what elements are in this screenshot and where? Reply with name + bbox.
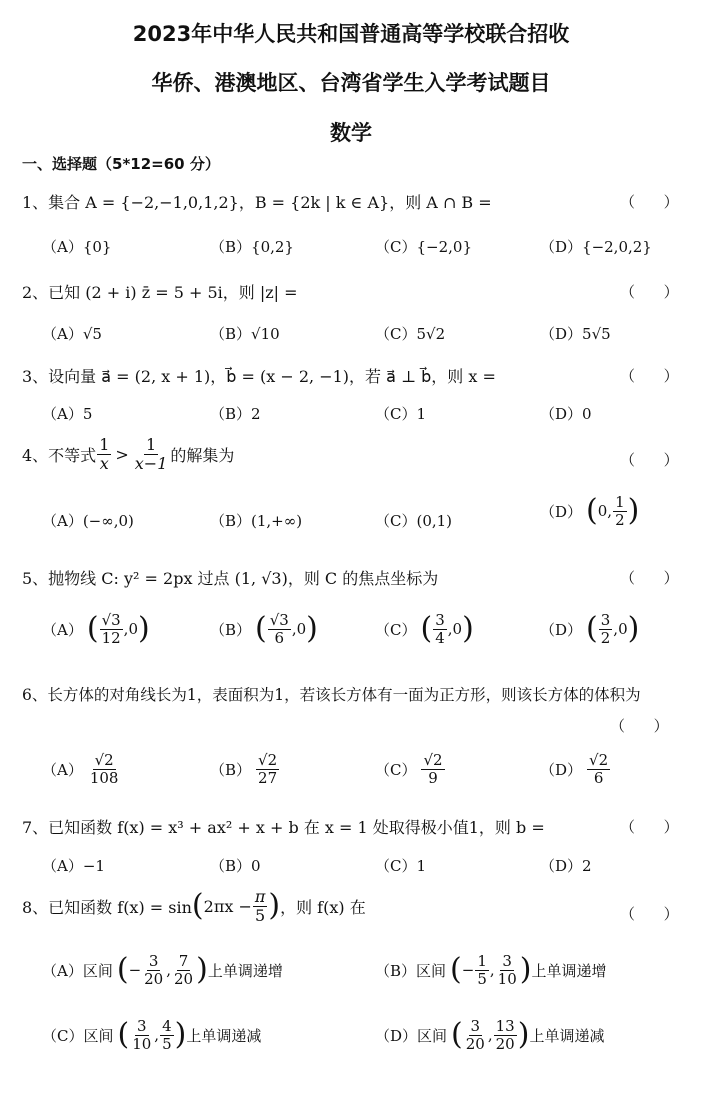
q6-d-num: √2 <box>589 751 609 769</box>
q3-option-d: （D）0 <box>540 405 592 423</box>
q8-a-frac2 <box>172 953 195 987</box>
q6-a-fraction <box>88 752 121 786</box>
q3-option-c: （C）1 <box>375 405 427 423</box>
question-1: 1、集合 A = {−2,−1,0,1,2}，B = {2k | k ∈ A}，则 A ∩ B = <box>22 193 492 212</box>
q4-f2-den: x−1 <box>134 453 168 473</box>
q8-suffix: ，则 f(x) 在 <box>280 897 366 917</box>
q8-c2-den: 5 <box>162 1034 172 1053</box>
q3-option-a: （A）5 <box>42 405 93 423</box>
q5-a-fraction <box>100 612 123 646</box>
question-2: 2、已知 (2 + i) z̄ = 5 + 5i，则 |z| = <box>22 283 298 302</box>
q2-option-d: （D）5√5 <box>540 325 611 343</box>
q6-c-den: 9 <box>428 768 438 787</box>
q5-c-num: 3 <box>435 611 445 629</box>
q6-option-c <box>375 752 446 786</box>
q8-pi-den: 5 <box>255 905 266 925</box>
answer-paren-5: （ ） <box>620 569 679 587</box>
q6-a-den: 108 <box>89 768 119 787</box>
q5-c-suffix: ,0 <box>447 620 463 638</box>
answer-paren-6: （ ） <box>610 717 669 735</box>
q5-c-label: （C） <box>375 620 417 639</box>
q5-b-label: （B） <box>210 620 252 639</box>
question-5: 5、抛物线 C: y² = 2px 过点 (1, √3)，则 C 的焦点坐标为 <box>22 569 439 588</box>
question-4 <box>22 436 234 472</box>
q6-c-label: （C） <box>375 760 417 779</box>
q4-f2-num: 1 <box>145 435 157 454</box>
q6-b-fraction <box>256 752 279 786</box>
q4-d-label: （D） <box>540 502 583 521</box>
q8-a-frac1 <box>142 953 165 987</box>
q8-a-sign: − <box>128 961 142 979</box>
q6-c-fraction <box>421 752 444 786</box>
q2-option-b: （B）√10 <box>210 325 280 343</box>
section-heading: 一、选择题（5*12=60 分） <box>22 155 220 173</box>
answer-paren-7: （ ） <box>620 818 679 836</box>
q8-d1-den: 20 <box>465 1034 485 1053</box>
answer-paren-1: （ ） <box>620 193 679 211</box>
q8-c-label: （C）区间 <box>42 1026 114 1045</box>
q8-d1-num: 3 <box>470 1017 481 1035</box>
q5-d-den: 2 <box>600 628 611 647</box>
q8-d-frac2 <box>494 1018 517 1052</box>
q8-d2-den: 20 <box>495 1034 515 1053</box>
q8-pi-fraction <box>253 888 268 924</box>
q4-option-a: （A）(−∞,0) <box>42 512 134 530</box>
q4-d-pre: 0, <box>597 502 613 520</box>
q5-d-suffix: ,0 <box>613 620 628 638</box>
answer-paren-2: （ ） <box>620 283 679 301</box>
q6-c-num: √2 <box>423 751 443 769</box>
q4-d-den: 2 <box>615 510 625 529</box>
q8-b-text: 上单调递增 <box>531 961 607 980</box>
q5-option-d: （D） ( $\frac{3}{2}$ ,0 ) <box>540 611 640 647</box>
q8-a1-num: 3 <box>148 952 159 970</box>
q8-c1-num: 3 <box>136 1017 147 1035</box>
q4-fraction-2 <box>133 436 170 472</box>
q8-b-frac2 <box>496 953 519 987</box>
q6-d-den: 6 <box>593 768 604 787</box>
q8-option-b: （B）区间 ( − $\frac{1}{5}$ , $\frac{3}{10}$ ) 上单调递增 <box>375 952 607 988</box>
q8-d2-num: 13 <box>495 1017 515 1035</box>
q4-f1-den: x <box>99 453 109 473</box>
q5-b-suffix: ,0 <box>291 620 307 638</box>
q4-prefix: 4、不等式 <box>22 445 97 465</box>
q5-d-fraction <box>599 612 613 646</box>
q5-b-num: √3 <box>269 611 289 629</box>
q8-a-text: 上单调递增 <box>207 961 283 980</box>
q4-option-b: （B）(1,+∞) <box>210 512 303 530</box>
q6-option-b <box>210 752 280 786</box>
q1-option-d: （D）{−2,0,2} <box>540 238 652 256</box>
q8-d-frac1 <box>464 1018 487 1052</box>
q6-a-num: √2 <box>94 751 114 769</box>
q7-option-d: （D）2 <box>540 857 592 875</box>
q2-option-c: （C）5√2 <box>375 325 446 343</box>
q8-option-c: （C）区间 ( $\frac{3}{10}$ , $\frac{4}{5}$ ) 上单调递减 <box>42 1017 262 1053</box>
exam-title-line1: 2023年中华人民共和国普通高等学校联合招收 <box>132 22 570 46</box>
q5-d-num: 3 <box>600 611 611 629</box>
q5-a-num: √3 <box>101 611 121 629</box>
q5-option-c: （C） ( $\frac{3}{4}$ ,0 ) <box>375 611 474 647</box>
q8-a2-num: 7 <box>178 952 189 970</box>
answer-paren-8: （ ） <box>620 905 679 923</box>
q8-c-frac2 <box>160 1018 174 1052</box>
q7-option-b: （B）0 <box>210 857 261 875</box>
q4-fraction-1 <box>97 436 111 472</box>
q5-b-den: 6 <box>274 628 285 647</box>
q8-b-sign: − <box>461 961 475 979</box>
q4-gt: > <box>115 444 129 464</box>
q4-suffix: 的解集为 <box>170 445 235 465</box>
q6-b-den: 27 <box>258 768 278 787</box>
exam-title-line2: 华侨、港澳地区、台湾省学生入学考试题目 <box>151 71 551 95</box>
question-8: 8、已知函数 f(x) = sin ( 2πx − $\frac{\pi}{5}$ ) ，则 f(x) 在 <box>22 887 366 925</box>
answer-paren-4: （ ） <box>620 451 679 469</box>
q8-b1-den: 5 <box>477 969 487 988</box>
subject-title: 数学 <box>330 121 372 145</box>
q8-inner: 2πx − <box>203 896 252 916</box>
q4-f1-num: 1 <box>99 435 110 454</box>
q8-c1-den: 10 <box>132 1034 152 1053</box>
q4-option-c: （C）(0,1) <box>375 512 453 530</box>
q1-option-c: （C）{−2,0} <box>375 238 472 256</box>
q8-c-text: 上单调递减 <box>186 1026 262 1045</box>
q1-option-a: （A）{0} <box>42 238 112 256</box>
answer-paren-3: （ ） <box>620 367 679 385</box>
q3-option-b: （B）2 <box>210 405 261 423</box>
question-7: 7、已知函数 f(x) = x³ + ax² + x + b 在 x = 1 处取得极小值1，则 b = <box>22 818 545 837</box>
q8-d-label: （D）区间 <box>375 1026 448 1045</box>
q5-a-suffix: ,0 <box>123 620 138 638</box>
q8-b2-den: 10 <box>497 969 517 988</box>
q8-b1-num: 1 <box>477 952 487 970</box>
q2-option-a: （A）√5 <box>42 325 102 343</box>
q6-b-label: （B） <box>210 760 252 779</box>
q6-option-a <box>42 752 121 786</box>
q6-d-fraction <box>587 752 610 786</box>
q5-option-b: （B） ( $\frac{√3}{6}$ ,0 ) <box>210 611 318 647</box>
q5-d-label: （D） <box>540 620 583 639</box>
q8-option-a: （A）区间 ( − $\frac{3}{20}$ , $\frac{7}{20}$ ) 上单调递增 <box>42 952 283 988</box>
q8-b2-num: 3 <box>502 952 512 970</box>
q1-option-b: （B）{0,2} <box>210 238 294 256</box>
q7-option-a: （A）−1 <box>42 857 105 875</box>
q6-d-label: （D） <box>540 760 583 779</box>
q5-b-fraction <box>268 612 291 646</box>
q8-pi-num: π <box>254 887 266 906</box>
q4-d-num: 1 <box>615 493 625 511</box>
question-6: 6、长方体的对角线长为1，表面积为1，若该长方体有一面为正方形，则该长方体的体积为 <box>22 686 641 704</box>
q5-option-a: （A） ( $\frac{√3}{12}$ ,0 ) <box>42 611 150 647</box>
q4-option-d: （D） ( 0, $\frac{1}{2}$ ) <box>540 493 640 529</box>
q8-option-d: （D）区间 ( $\frac{3}{20}$ , $\frac{13}{20}$ ) 上单调递减 <box>375 1017 605 1053</box>
q4-d-fraction <box>613 494 627 528</box>
q8-c2-num: 4 <box>162 1017 172 1035</box>
q6-a-label: （A） <box>42 760 83 779</box>
q8-d-text: 上单调递减 <box>529 1026 605 1045</box>
q8-a1-den: 20 <box>144 969 164 988</box>
q8-a2-den: 20 <box>174 969 194 988</box>
q7-option-c: （C）1 <box>375 857 427 875</box>
question-3: 3、设向量 a⃗ = (2, x + 1)，b⃗ = (x − 2, −1)，若 a⃗ ⊥ b⃗，则 x = <box>22 367 496 386</box>
q5-a-den: 12 <box>101 628 121 647</box>
q8-prefix: 8、已知函数 f(x) = sin <box>22 897 192 917</box>
q8-a-label: （A）区间 <box>42 961 113 980</box>
q8-b-label: （B）区间 <box>375 961 447 980</box>
q5-c-den: 4 <box>435 628 445 647</box>
q6-option-d <box>540 752 611 786</box>
q8-b-frac1 <box>475 953 489 987</box>
q6-b-num: √2 <box>258 751 278 769</box>
q5-c-fraction <box>433 612 447 646</box>
q5-a-label: （A） <box>42 620 83 639</box>
q8-c-frac1 <box>130 1018 153 1052</box>
